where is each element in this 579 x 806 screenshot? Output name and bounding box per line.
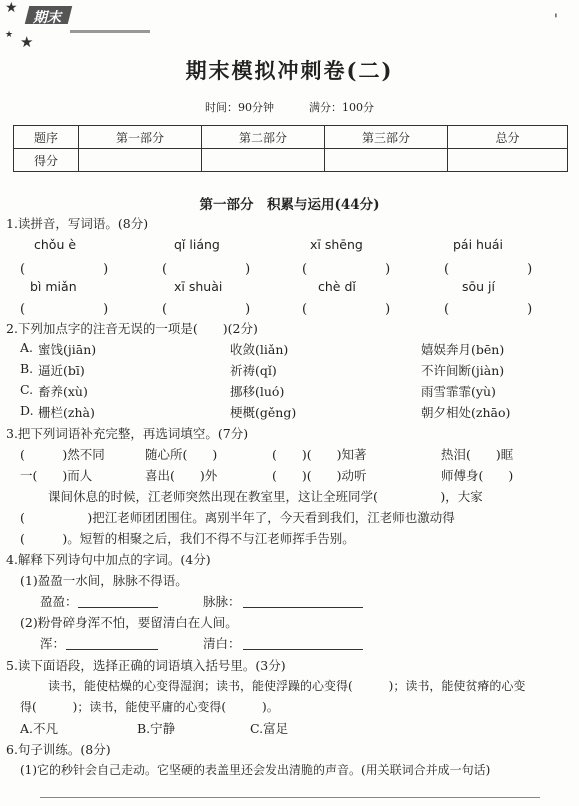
- section-title: 第一部分 积累与运用(44分): [199, 197, 380, 213]
- page-title: 期末模拟冲刺卷(二): [185, 58, 394, 83]
- answer-blank[interactable]: ( ): [444, 302, 533, 317]
- option-item: 祈祷(qǐ): [230, 363, 277, 378]
- answer-blank[interactable]: ( ): [20, 262, 109, 277]
- pinyin: xī shuài: [174, 279, 223, 294]
- badge-label: 期末: [33, 10, 61, 26]
- pinyin: chǒu è: [34, 237, 77, 252]
- exam-meta: 时间：90分钟 满分：100分: [205, 101, 374, 114]
- table-header: 第三部分: [325, 126, 448, 149]
- star-icon: ★: [20, 33, 34, 51]
- question-stem: 3.把下列词语补充完整，再选词填空。(7分): [6, 426, 249, 441]
- poem-line: (2)粉骨碎身浑不怕，要留清白在人间。: [20, 615, 238, 630]
- question-stem: 6.句子训练。(8分): [6, 742, 111, 757]
- option-item: 梗概(gěng): [230, 405, 297, 420]
- fill-word: 热泪( )眶: [441, 447, 514, 462]
- answer-blank[interactable]: ( ): [162, 302, 251, 317]
- score-cell[interactable]: [202, 149, 325, 172]
- fill-word: ( )( )动听: [272, 468, 367, 483]
- fill-word: 师傅身( ): [441, 468, 514, 483]
- pinyin: bì miǎn: [30, 279, 77, 294]
- fill-word: 随心所( ): [145, 447, 218, 462]
- option-item: 挪移(luó): [230, 384, 285, 399]
- fill-word: 喜出( )外: [145, 468, 218, 483]
- option-item: 朝夕相处(zhāo): [421, 405, 511, 420]
- option-item: 收敛(liǎn): [230, 342, 289, 357]
- answer-blank[interactable]: ( ): [162, 262, 251, 277]
- table-header: 第一部分: [79, 126, 202, 149]
- answer-line[interactable]: [243, 607, 363, 608]
- poem-line: (1)盈盈一水间，脉脉不得语。: [20, 573, 188, 588]
- passage-line: ( )。短暂的相聚之后，我们不得不与江老师挥手告别。: [20, 531, 355, 546]
- pinyin: pái huái: [453, 237, 504, 252]
- question-stem: 5.读下面语段，选择正确的词语填入括号里。(3分): [6, 658, 286, 673]
- answer-blank[interactable]: ( ): [302, 302, 391, 317]
- option-item: C.富足: [250, 721, 289, 736]
- option-letter: A.: [20, 340, 34, 355]
- score-cell[interactable]: [448, 149, 568, 172]
- pinyin: qǐ liáng: [174, 237, 220, 252]
- star-icon: ★: [5, 0, 18, 16]
- corner-mark: ': [554, 12, 558, 28]
- question-stem: 1.读拼音，写词语。(8分): [6, 216, 149, 231]
- option-item: 栅栏(zhà): [38, 405, 95, 420]
- answer-blank[interactable]: ( ): [20, 302, 109, 317]
- table-header: 题序: [14, 126, 79, 149]
- star-icon: ★: [5, 30, 14, 40]
- header-rule: [70, 30, 150, 33]
- pinyin: xī shēng: [310, 237, 363, 252]
- option-letter: B.: [20, 361, 34, 376]
- table-row-label: 得分: [14, 149, 79, 172]
- passage-line: 读书，能使枯燥的心变得湿润；读书，能使浮躁的心变得( )；读书，能使贫瘠的心变: [48, 679, 526, 693]
- term-label: 盈盈：: [40, 594, 78, 609]
- answer-line[interactable]: [78, 607, 158, 608]
- fill-word: 一( )而人: [20, 468, 93, 483]
- option-item: A.不凡: [20, 721, 59, 736]
- term-label: 脉脉：: [203, 594, 241, 609]
- passage-line: ( )把江老师团团围住。离别半年了，今天看到我们，江老师也激动得: [20, 510, 455, 525]
- fill-word: ( )然不同: [20, 447, 105, 462]
- pinyin: sōu jí: [462, 279, 496, 294]
- footer-rule: [40, 797, 540, 798]
- question-stem: 4.解释下列诗句中加点的字词。(4分): [6, 552, 211, 567]
- fill-word: ( )( )知著: [272, 447, 367, 462]
- term-label: 清白：: [203, 636, 241, 651]
- term-label: 浑：: [40, 636, 66, 651]
- option-item: 逼近(bī): [38, 363, 85, 378]
- table-header: 总分: [448, 126, 568, 149]
- score-table: [13, 125, 568, 172]
- pinyin: chè dǐ: [318, 279, 356, 294]
- option-item: 不许间断(jiàn): [421, 363, 505, 378]
- answer-line[interactable]: [66, 649, 158, 650]
- option-letter: C.: [20, 382, 34, 397]
- table-header: 第二部分: [202, 126, 325, 149]
- question-stem: 2.下列加点字的注音无误的一项是( )(2分): [6, 321, 258, 336]
- score-cell[interactable]: [325, 149, 448, 172]
- score-cell[interactable]: [79, 149, 202, 172]
- answer-line[interactable]: [243, 649, 363, 650]
- passage-line: 课间休息的时候，江老师突然出现在教室里，这让全班同学( )，大家: [48, 489, 483, 504]
- option-item: 雨雪霏霏(yù): [421, 384, 496, 399]
- answer-blank[interactable]: ( ): [302, 262, 391, 277]
- option-item: 嬉娱奔月(bēn): [421, 342, 505, 357]
- option-letter: D.: [20, 403, 34, 418]
- passage-line: 得( )；读书，能使平庸的心变得( )。: [20, 700, 279, 714]
- option-item: 蜜饯(jiān): [38, 342, 97, 357]
- option-item: B.宁静: [137, 721, 176, 736]
- answer-blank[interactable]: ( ): [444, 262, 533, 277]
- option-item: 畜养(xù): [38, 384, 88, 399]
- instruction-line: (1)它的秒针会自己走动。它坚硬的表盖里还会发出清脆的声音。(用关联词合并成一句话): [20, 763, 491, 777]
